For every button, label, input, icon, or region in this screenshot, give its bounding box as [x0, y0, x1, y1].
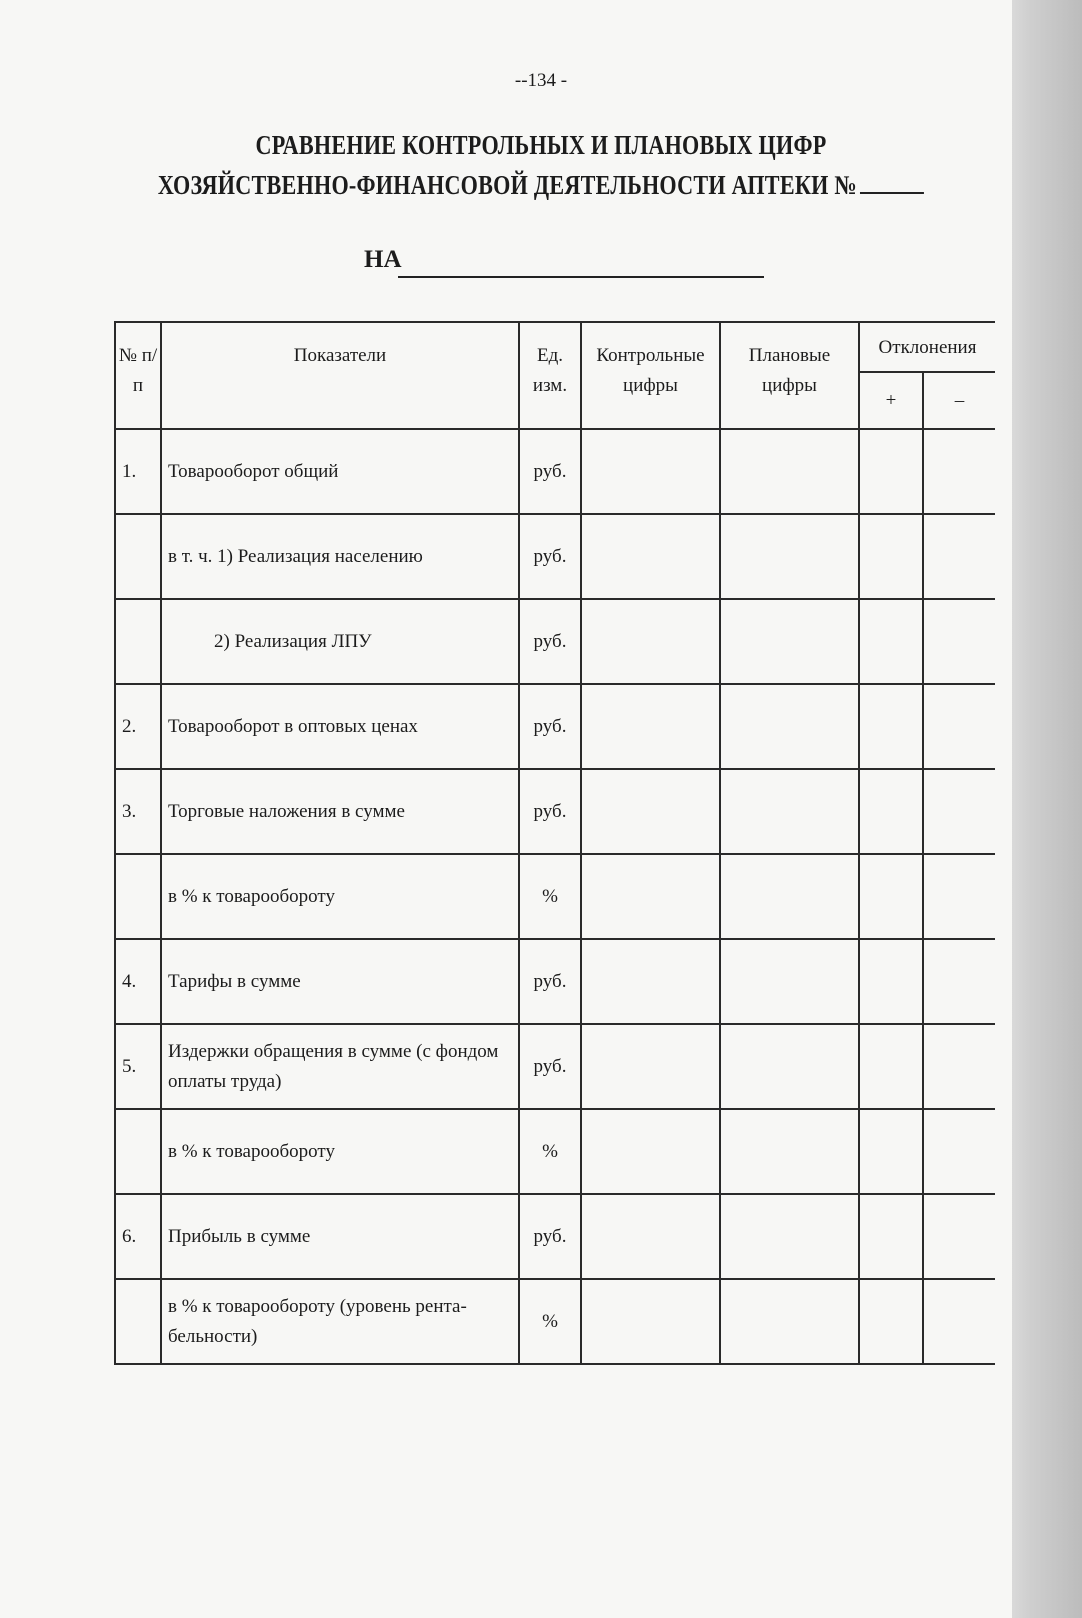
deviation-plus-cell[interactable] — [859, 769, 923, 854]
row-indicator: в % к товарообороту — [161, 1109, 519, 1194]
row-unit: руб. — [519, 1024, 581, 1109]
header-deviation-plus: + — [859, 372, 923, 429]
deviation-minus-cell[interactable] — [923, 769, 995, 854]
deviation-plus-cell[interactable] — [859, 1194, 923, 1279]
control-figure-cell[interactable] — [581, 939, 720, 1024]
row-unit: % — [519, 854, 581, 939]
deviation-minus-cell[interactable] — [923, 514, 995, 599]
planned-figure-cell[interactable] — [720, 684, 859, 769]
row-number: 6. — [115, 1194, 161, 1279]
header-number: № п/п — [115, 322, 161, 429]
row-unit: руб. — [519, 769, 581, 854]
deviation-minus-cell[interactable] — [923, 1194, 995, 1279]
row-indicator: Товарооборот общий — [161, 429, 519, 514]
table-row — [115, 854, 995, 939]
row-number: 4. — [115, 939, 161, 1024]
row-indicator: Издержки обращения в сумме (с фондом оплаты труда) — [161, 1024, 519, 1109]
row-number — [115, 599, 161, 684]
row-number: 2. — [115, 684, 161, 769]
row-unit: руб. — [519, 599, 581, 684]
deviation-plus-cell[interactable] — [859, 514, 923, 599]
deviation-minus-cell[interactable] — [923, 939, 995, 1024]
row-unit: руб. — [519, 1194, 581, 1279]
row-indicator: Тарифы в сумме — [161, 939, 519, 1024]
control-figure-cell[interactable] — [581, 769, 720, 854]
deviation-minus-cell[interactable] — [923, 1024, 995, 1109]
deviation-plus-cell[interactable] — [859, 1109, 923, 1194]
deviation-plus-cell[interactable] — [859, 684, 923, 769]
period-blank-line — [398, 276, 764, 278]
control-figure-cell[interactable] — [581, 599, 720, 684]
row-number: 5. — [115, 1024, 161, 1109]
row-number — [115, 514, 161, 599]
planned-figure-cell[interactable] — [720, 939, 859, 1024]
control-figure-cell[interactable] — [581, 1109, 720, 1194]
row-indicator: Товарооборот в оптовых ценах — [161, 684, 519, 769]
row-number — [115, 1279, 161, 1364]
table-row — [115, 1109, 995, 1194]
row-unit: руб. — [519, 939, 581, 1024]
deviation-minus-cell[interactable] — [923, 1279, 995, 1364]
planned-figure-cell[interactable] — [720, 1109, 859, 1194]
row-number — [115, 854, 161, 939]
deviation-minus-cell[interactable] — [923, 684, 995, 769]
planned-figure-cell[interactable] — [720, 1279, 859, 1364]
row-number: 3. — [115, 769, 161, 854]
planned-figure-cell[interactable] — [720, 854, 859, 939]
row-unit: % — [519, 1109, 581, 1194]
row-indicator: Торговые наложения в сумме — [161, 769, 519, 854]
pharmacy-number-blank — [860, 172, 924, 194]
planned-figure-cell[interactable] — [720, 599, 859, 684]
deviation-plus-cell[interactable] — [859, 599, 923, 684]
table-row — [115, 429, 995, 514]
header-control-figures: Контрольные цифры — [581, 322, 720, 429]
row-unit: % — [519, 1279, 581, 1364]
control-figure-cell[interactable] — [581, 429, 720, 514]
deviation-plus-cell[interactable] — [859, 429, 923, 514]
deviation-minus-cell[interactable] — [923, 1109, 995, 1194]
row-indicator: Прибыль в сумме — [161, 1194, 519, 1279]
comparison-table — [114, 321, 995, 1365]
title-line2-text: ХОЗЯЙСТВЕННО-ФИНАНСОВОЙ ДЕЯТЕЛЬНОСТИ АПТЕКИ № — [157, 170, 857, 200]
deviation-plus-cell[interactable] — [859, 854, 923, 939]
row-indicator: в т. ч. 1) Реализация населению — [161, 514, 519, 599]
planned-figure-cell[interactable] — [720, 429, 859, 514]
planned-figure-cell[interactable] — [720, 1024, 859, 1109]
header-unit: Ед. изм. — [519, 322, 581, 429]
table-row — [115, 769, 995, 854]
document-title-line1: СРАВНЕНИЕ КОНТРОЛЬНЫХ И ПЛАНОВЫХ ЦИФР — [255, 130, 827, 160]
row-indicator: 2) Реализация ЛПУ — [161, 599, 519, 684]
control-figure-cell[interactable] — [581, 1024, 720, 1109]
planned-figure-cell[interactable] — [720, 769, 859, 854]
deviation-plus-cell[interactable] — [859, 1279, 923, 1364]
control-figure-cell[interactable] — [581, 1279, 720, 1364]
deviation-minus-cell[interactable] — [923, 599, 995, 684]
row-unit: руб. — [519, 429, 581, 514]
table-row — [115, 684, 995, 769]
row-unit: руб. — [519, 514, 581, 599]
row-indicator: в % к товарообороту (уровень рента-бельности) — [161, 1279, 519, 1364]
row-indicator: в % к товарообороту — [161, 854, 519, 939]
deviation-minus-cell[interactable] — [923, 429, 995, 514]
header-indicators: Показатели — [161, 322, 519, 429]
period-label: НА — [364, 246, 402, 273]
planned-figure-cell[interactable] — [720, 1194, 859, 1279]
page-number: --134 - — [514, 70, 568, 91]
control-figure-cell[interactable] — [581, 854, 720, 939]
header-planned-figures: Плановые цифры — [720, 322, 859, 429]
header-deviations: Отклонения — [859, 322, 995, 372]
deviation-plus-cell[interactable] — [859, 939, 923, 1024]
row-number — [115, 1109, 161, 1194]
row-unit: руб. — [519, 684, 581, 769]
page-edge-shadow — [1012, 0, 1082, 1618]
table-row — [115, 599, 995, 684]
planned-figure-cell[interactable] — [720, 514, 859, 599]
control-figure-cell[interactable] — [581, 1194, 720, 1279]
table-row — [115, 1279, 995, 1364]
table-row — [115, 514, 995, 599]
document-title-line2 — [97, 170, 984, 201]
table-row — [115, 939, 995, 1024]
control-figure-cell[interactable] — [581, 684, 720, 769]
header-deviation-minus: – — [923, 372, 995, 429]
table-row — [115, 1024, 995, 1109]
row-number: 1. — [115, 429, 161, 514]
table-row — [115, 1194, 995, 1279]
control-figure-cell[interactable] — [581, 514, 720, 599]
deviation-plus-cell[interactable] — [859, 1024, 923, 1109]
deviation-minus-cell[interactable] — [923, 854, 995, 939]
